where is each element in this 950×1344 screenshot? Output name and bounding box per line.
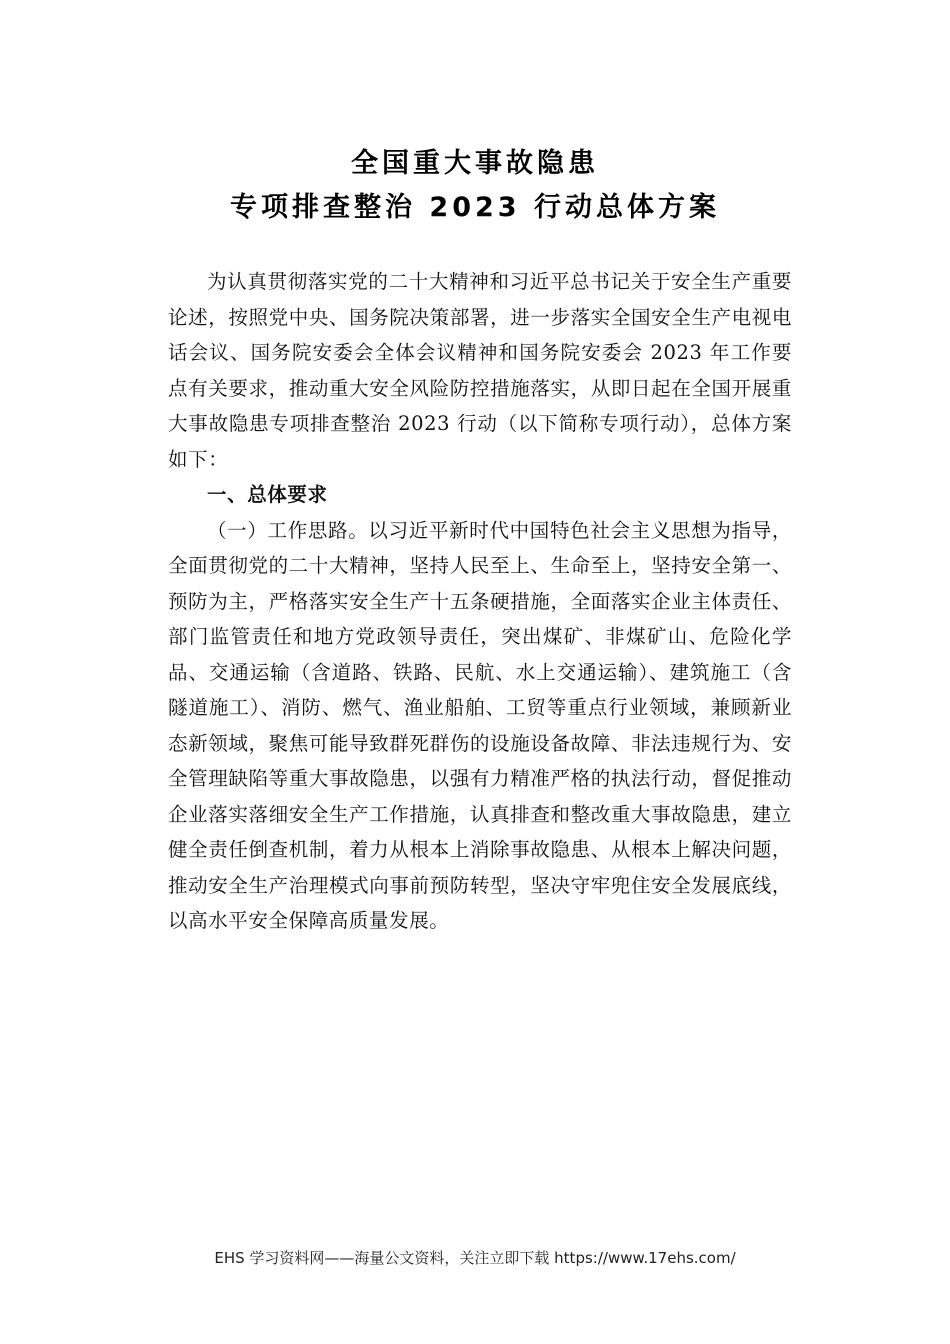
footer-link[interactable]: https://www.17ehs.com/ [554,1249,736,1267]
intro-paragraph: 为认真贯彻落实党的二十大精神和习近平总书记关于安全生产重要论述，按照党中央、国务院决策部署，进一步落实全国安全生产电视电话会议、国务院安委会全体会议精神和国务院安委会 2023 年工作要点有关要求，推动重大安全风险防控措施落实，从即日起在全国开展重大事故隐患专项排查整治 2023 行动（以下简称专项行动），总体方案如下： [168,270,792,471]
page-footer [0,1247,950,1268]
title-line-2: 专项排查整治 2023 行动总体方案 [230,192,720,223]
document-title [0,142,950,230]
section-heading-overall-requirements: 一、总体要求 [207,483,328,506]
work-approach-paragraph: （一）工作思路。以习近平新时代中国特色社会主义思想为指导，全面贯彻党的二十大精神，坚持人民至上、生命至上，坚持安全第一、预防为主，严格落实安全生产十五条硬措施，全面落实企业主体责任、部门监管责任和地方党政领导责任，突出煤矿、非煤矿山、危险化学品、交通运输（含道路、铁路、民航、水上交通运输）、建筑施工（含隧道施工）、消防、燃气、渔业船舶、工贸等重点行业领域，兼顾新业态新领域，聚焦可能导致群死群伤的设施设备故障、非法违规行为、安全管理缺陷等重大事故隐患，以强有力精准严格的执法行动，督促推动企业落实落细安全生产工作措施，认真排查和整改重大事故隐患，建立健全责任倒查机制，着力从根本上消除事故隐患、从根本上解决问题，推动安全生产治理模式向事前预防转型，坚决守牢兜住安全发展底线，以高水平安全保障高质量发展。 [168,518,792,932]
document-body [168,264,792,939]
footer-text: EHS 学习资料网——海量公文资料，关注立即下载 [214,1249,555,1267]
title-line-1: 全国重大事故隐患 [351,148,599,179]
